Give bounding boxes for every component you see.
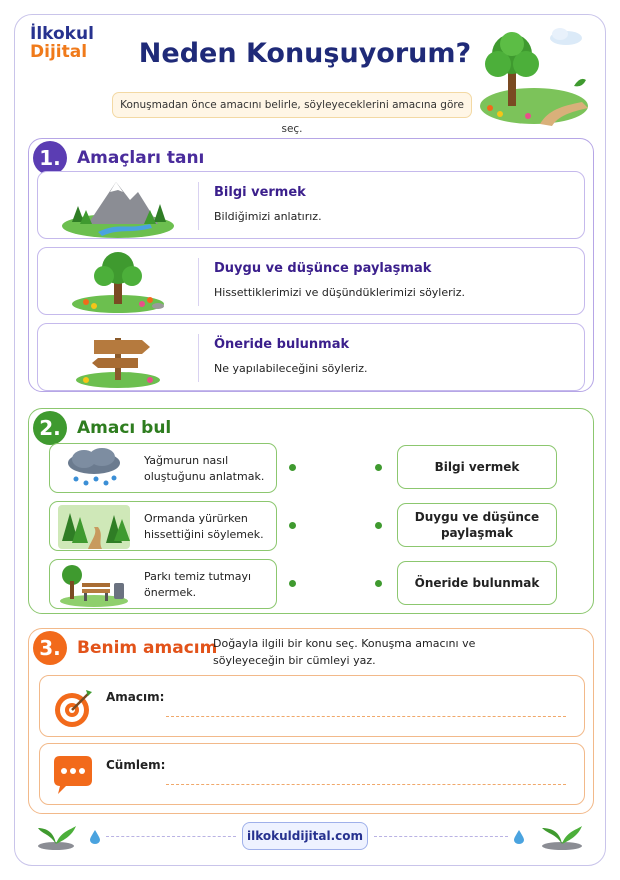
purpose-description: Bildiğimizi anlatırız. [214,210,322,223]
sentence-write-box[interactable] [39,743,585,805]
page-title: Neden Konuşuyorum? [138,38,472,69]
purpose-option: Duygu ve düşünce paylaşmak [397,503,557,547]
purpose-card-suggestion [37,323,585,391]
section-2-number: 2. [33,411,67,445]
section-3-header [33,631,217,665]
section-2-header [33,411,171,445]
section-my-purpose [28,628,594,814]
connect-dot-left[interactable] [289,522,296,529]
brand-line2: Dijital [30,41,88,62]
statement-text: Ormanda yürürken hissettiğini söylemek. [144,512,264,541]
footer-divider-left [106,836,236,837]
purpose-option: Bilgi vermek [397,445,557,489]
section-1-title: Amaçları tanı [77,148,205,168]
brand-line1: İlkokul [30,24,94,44]
footer-divider-right [374,836,508,837]
purpose-card-feelings [37,247,585,315]
writing-line[interactable] [166,716,566,717]
connect-dot-right[interactable] [375,580,382,587]
tree-landscape-icon [478,24,590,128]
connect-dot-left[interactable] [289,464,296,471]
footer-website[interactable]: ilkokuldijital.com [242,822,368,850]
connect-dot-right[interactable] [375,522,382,529]
section-2-title: Amacı bul [77,418,172,438]
card-divider [198,334,199,382]
section-3-number: 3. [33,631,67,665]
brand-logo [30,26,94,62]
purpose-write-box[interactable] [39,675,585,737]
signpost-icon [58,326,178,390]
writing-line[interactable] [166,784,566,785]
speech-bubble-icon [50,754,94,798]
connect-dot-right[interactable] [375,464,382,471]
card-divider [198,258,199,306]
purpose-title: Duygu ve düşünce paylaşmak [214,261,432,276]
plant-icon [536,822,588,850]
statement-text: Yağmurun nasıl oluştuğunu anlatmak. [144,454,265,483]
section-3-title: Benim amacım [77,638,218,658]
park-bench-icon [58,563,130,607]
section-3-instruction: Doğayla ilgili bir konu seç. Konuşma amacını ve söyleyeceğin bir cümleyi yaz. [213,637,476,667]
forest-path-icon [58,505,130,549]
tree-flowers-icon [58,250,178,314]
page-subtitle: Konuşmadan önce amacını belirle, söyleyeceklerini amacına göre seç. [112,92,472,118]
target-icon [50,686,94,730]
water-drop-icon [90,830,100,844]
matching-statement [49,443,277,493]
section-find-purpose [28,408,594,614]
matching-statement [49,559,277,609]
purpose-description: Hissettiklerimizi ve düşündüklerimizi söyleriz. [214,286,465,299]
section-recognize-purposes [28,138,594,392]
card-divider [198,182,199,230]
purpose-description: Ne yapılabileceğini söyleriz. [214,362,368,375]
purpose-title: Öneride bulunmak [214,337,350,352]
purpose-title: Bilgi vermek [214,185,306,200]
purpose-card-information [37,171,585,239]
purpose-option: Öneride bulunmak [397,561,557,605]
connect-dot-left[interactable] [289,580,296,587]
field-label: Amacım: [106,690,165,704]
statement-text: Parkı temiz tutmayı önermek. [144,570,252,599]
mountain-river-icon [58,174,178,238]
rain-cloud-icon [58,447,130,491]
plant-icon [32,822,82,850]
water-drop-icon [514,830,524,844]
section-1-number: 1. [33,141,67,175]
section-1-header [33,141,204,175]
matching-statement [49,501,277,551]
field-label: Cümlem: [106,758,166,772]
